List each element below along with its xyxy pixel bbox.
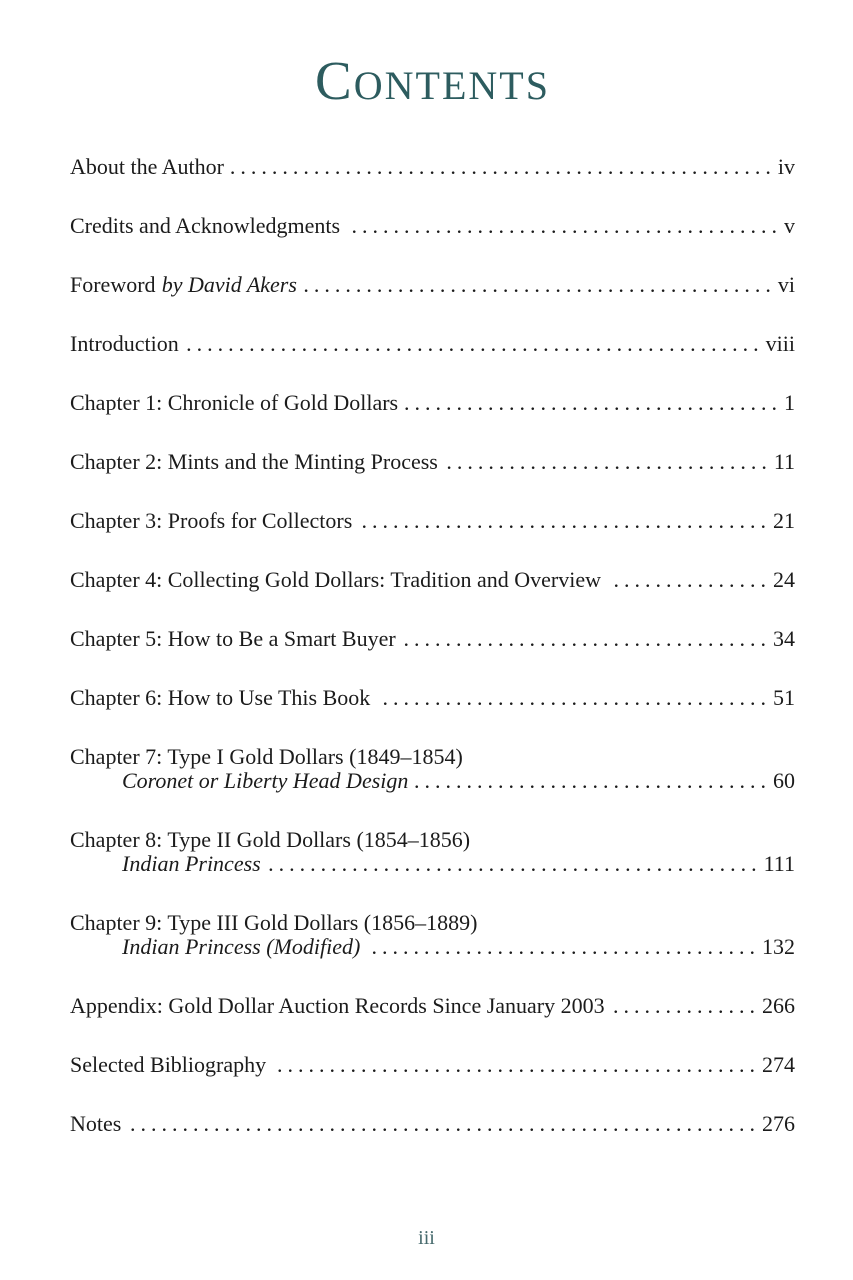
toc-entry	[70, 994, 795, 1018]
toc-entry-page: 276	[762, 1111, 795, 1136]
toc-entry-label: Chapter 8: Type II Gold Dollars (1854–1856)	[70, 827, 471, 852]
toc-entry-label: Foreword	[70, 272, 156, 297]
toc-entry-label: Credits and Acknowledgments	[70, 213, 341, 238]
toc-list	[70, 155, 795, 1136]
dot-leader	[304, 273, 777, 297]
toc-entry-label: Appendix: Gold Dollar Auction Records Since January 2003	[70, 993, 605, 1018]
dot-leader	[445, 450, 773, 474]
toc-entry	[70, 686, 795, 710]
toc-entry	[70, 745, 795, 793]
page-title	[70, 52, 795, 115]
toc-entry-label: About the Author	[70, 154, 224, 179]
dot-leader	[347, 214, 783, 238]
toc-entry	[70, 155, 795, 179]
toc-entry	[70, 273, 795, 297]
toc-entry	[70, 911, 795, 959]
toc-entry-page: 60	[773, 768, 795, 793]
toc-entry-label: Selected Bibliography	[70, 1052, 267, 1077]
footer-page-number: iii	[418, 1227, 435, 1249]
dot-leader	[367, 935, 761, 959]
toc-entry	[70, 1053, 795, 1077]
toc-entry-page: 132	[762, 934, 795, 959]
toc-entry-page: v	[784, 213, 795, 238]
toc-entry-page: 51	[773, 685, 795, 710]
toc-entry-page: viii	[765, 331, 795, 356]
toc-entry-label: Chapter 4: Collecting Gold Dollars: Tradition and Overview	[70, 567, 601, 592]
toc-entry-page: 1	[784, 390, 795, 415]
dot-leader	[231, 155, 777, 179]
dot-leader	[359, 509, 772, 533]
toc-entry-subtitle: Indian Princess	[122, 851, 261, 876]
toc-entry-page: 274	[762, 1052, 795, 1077]
toc-entry-label: Chapter 6: How to Use This Book	[70, 685, 371, 710]
dot-leader	[608, 568, 772, 592]
toc-entry-page: vi	[777, 272, 795, 297]
toc-entry	[70, 450, 795, 474]
toc-entry-label: Chapter 7: Type I Gold Dollars (1849–1854)	[70, 744, 463, 769]
toc-entry	[70, 214, 795, 238]
toc-entry-page: 21	[773, 508, 795, 533]
toc-entry	[70, 509, 795, 533]
toc-entry-page: 111	[763, 851, 795, 876]
dot-leader	[403, 627, 772, 651]
toc-entry	[70, 627, 795, 651]
toc-entry-label: Chapter 3: Proofs for Collectors	[70, 508, 353, 533]
dot-leader	[128, 1112, 761, 1136]
toc-entry	[70, 332, 795, 356]
toc-entry-label: Chapter 9: Type III Gold Dollars (1856–1889)	[70, 910, 478, 935]
toc-entry-page: iv	[777, 154, 795, 179]
toc-entry-label: Introduction	[70, 331, 179, 356]
toc-entry	[70, 828, 795, 876]
toc-entry-subtitle: Coronet or Liberty Head Design	[122, 768, 409, 793]
dot-leader	[405, 391, 783, 415]
toc-entry	[70, 391, 795, 415]
toc-entry-page: 11	[773, 449, 795, 474]
toc-entry	[70, 1112, 795, 1136]
page-title-initial: C	[315, 50, 354, 111]
toc-entry-label: Chapter 5: How to Be a Smart Buyer	[70, 626, 396, 651]
toc-entry-page: 24	[773, 567, 795, 592]
toc-entry-label: Chapter 2: Mints and the Minting Process	[70, 449, 438, 474]
dot-leader	[186, 332, 765, 356]
dot-leader	[268, 852, 763, 876]
toc-entry-label: Chapter 1: Chronicle of Gold Dollars	[70, 390, 399, 415]
toc-entry-label: Notes	[70, 1111, 122, 1136]
toc-entry-label-italic: by David Akers	[161, 272, 297, 297]
dot-leader	[415, 769, 772, 793]
toc-entry-page: 34	[773, 626, 795, 651]
toc-entry-page: 266	[762, 993, 795, 1018]
dot-leader	[273, 1053, 761, 1077]
dot-leader	[377, 686, 772, 710]
dot-leader	[612, 994, 761, 1018]
toc-entry-subtitle: Indian Princess (Modified)	[122, 934, 361, 959]
toc-entry	[70, 568, 795, 592]
page-title-rest: ONTENTS	[353, 63, 550, 108]
